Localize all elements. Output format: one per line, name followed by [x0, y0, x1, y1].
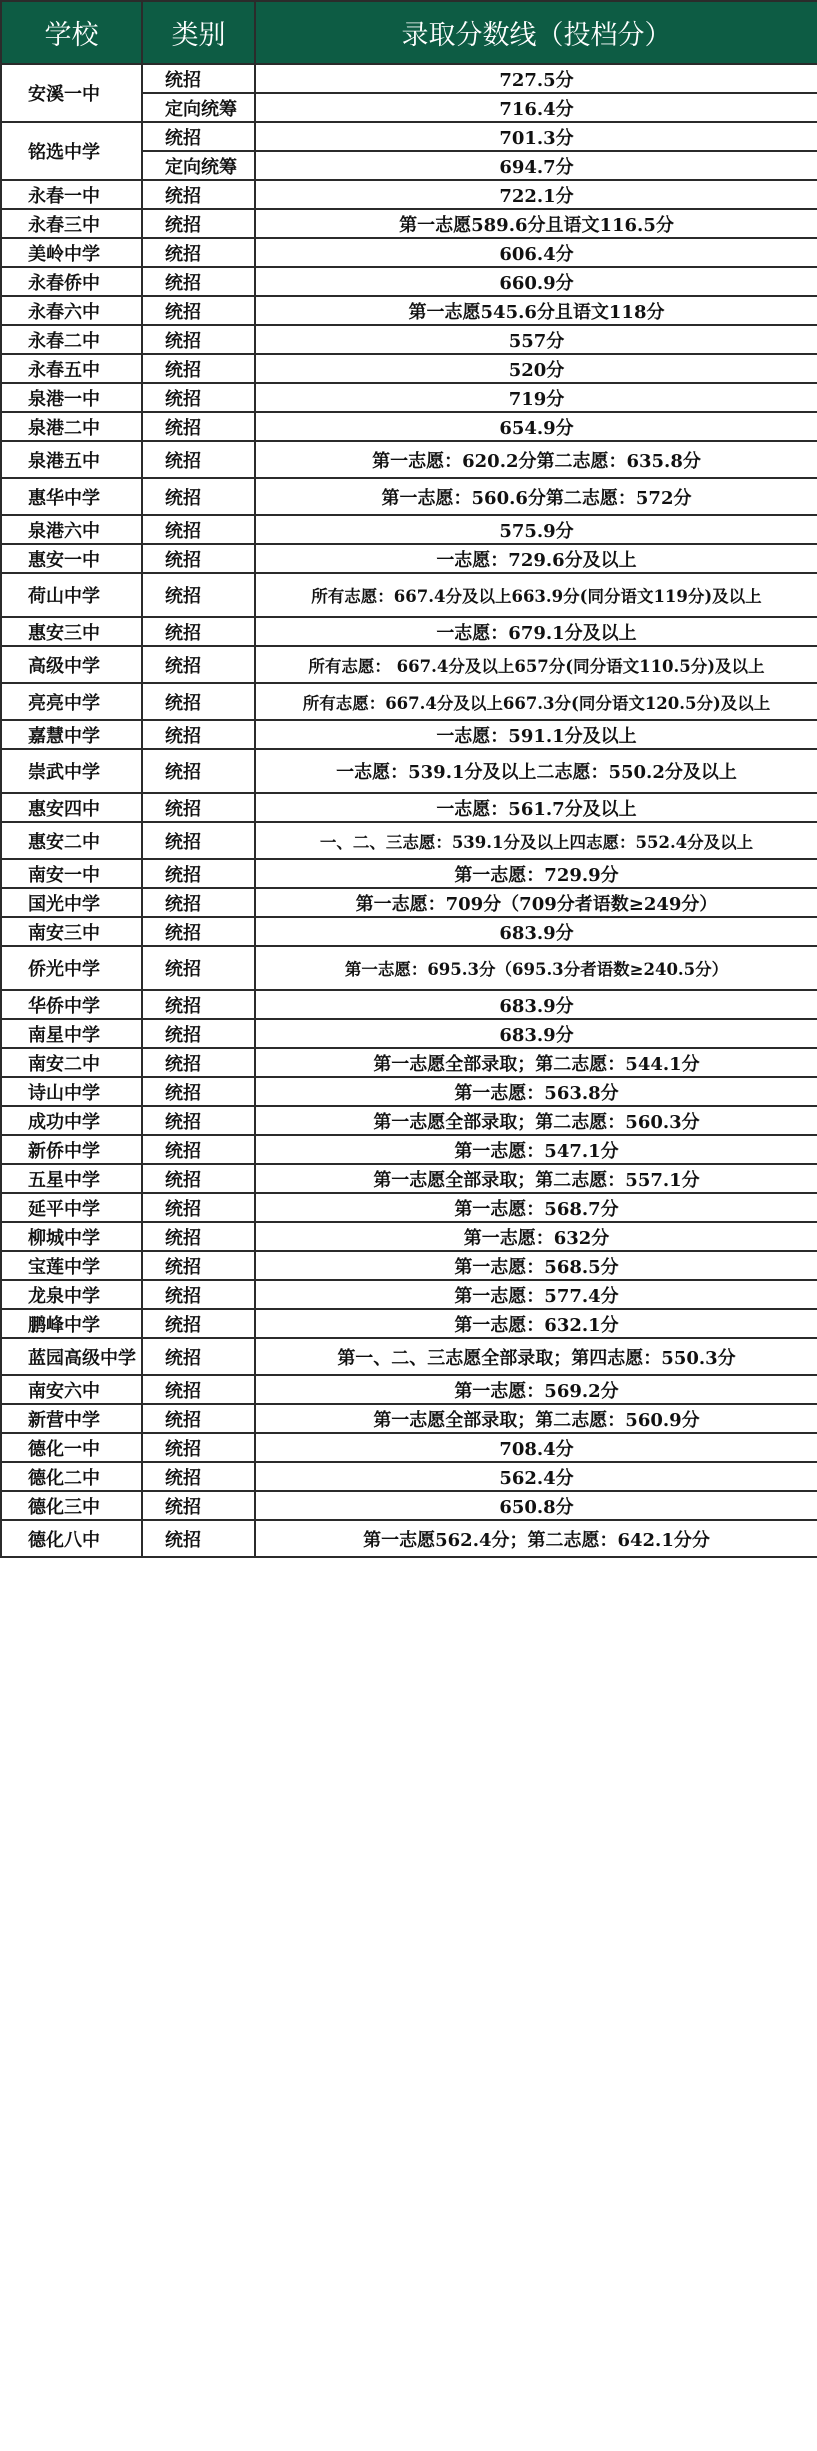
admission-category: 统招 [142, 1433, 255, 1462]
admission-category: 统招 [142, 1106, 255, 1135]
school-name: 新侨中学 [1, 1135, 142, 1164]
school-name: 德化八中 [1, 1520, 142, 1557]
admission-score: 一志愿：729.6分及以上 [255, 544, 817, 573]
school-name: 惠安四中 [1, 793, 142, 822]
school-name: 永春一中 [1, 180, 142, 209]
table-row [1, 1433, 817, 1462]
school-name: 泉港一中 [1, 383, 142, 412]
school-name: 亮亮中学 [1, 683, 142, 720]
table-row [1, 720, 817, 749]
table-row [1, 1164, 817, 1193]
admission-category: 统招 [142, 64, 255, 93]
school-name: 龙泉中学 [1, 1280, 142, 1309]
admission-category: 统招 [142, 325, 255, 354]
admission-category: 统招 [142, 1520, 255, 1557]
admission-category: 统招 [142, 238, 255, 267]
admission-score: 第一志愿545.6分且语文118分 [255, 296, 817, 325]
table-row [1, 917, 817, 946]
school-name: 铭选中学 [1, 122, 142, 180]
school-name: 国光中学 [1, 888, 142, 917]
admission-score: 716.4分 [255, 93, 817, 122]
table-row [1, 1404, 817, 1433]
school-name: 高级中学 [1, 646, 142, 683]
admission-score: 650.8分 [255, 1491, 817, 1520]
admission-score: 722.1分 [255, 180, 817, 209]
school-name: 永春五中 [1, 354, 142, 383]
school-name: 柳城中学 [1, 1222, 142, 1251]
admission-category: 定向统筹 [142, 151, 255, 180]
admission-category: 统招 [142, 383, 255, 412]
school-name: 永春侨中 [1, 267, 142, 296]
table-row [1, 888, 817, 917]
table-row [1, 793, 817, 822]
admission-category: 统招 [142, 1309, 255, 1338]
admission-category: 统招 [142, 1193, 255, 1222]
table-row [1, 1193, 817, 1222]
school-name: 成功中学 [1, 1106, 142, 1135]
school-name: 南星中学 [1, 1019, 142, 1048]
school-name: 德化二中 [1, 1462, 142, 1491]
school-name: 德化三中 [1, 1491, 142, 1520]
table-row [1, 478, 817, 515]
school-name: 五星中学 [1, 1164, 142, 1193]
school-name: 惠华中学 [1, 478, 142, 515]
school-name: 德化一中 [1, 1433, 142, 1462]
admission-score: 第一志愿全部录取；第二志愿：560.3分 [255, 1106, 817, 1135]
admission-score: 第一志愿：568.5分 [255, 1251, 817, 1280]
header-category: 类别 [142, 1, 255, 64]
table-row [1, 1338, 817, 1375]
table-row [1, 646, 817, 683]
table-row [1, 383, 817, 412]
table-header-row [1, 1, 817, 64]
admission-category: 统招 [142, 917, 255, 946]
table-row [1, 1222, 817, 1251]
table-row [1, 859, 817, 888]
table-row [1, 267, 817, 296]
admission-score: 520分 [255, 354, 817, 383]
admission-score: 第一志愿：563.8分 [255, 1077, 817, 1106]
table-body [1, 64, 817, 1557]
admission-category: 统招 [142, 1251, 255, 1280]
school-name: 永春六中 [1, 296, 142, 325]
school-name: 南安六中 [1, 1375, 142, 1404]
school-name: 惠安二中 [1, 822, 142, 859]
admission-score: 第一志愿：547.1分 [255, 1135, 817, 1164]
admission-category: 统招 [142, 1280, 255, 1309]
table-row [1, 1048, 817, 1077]
admission-score: 第一志愿589.6分且语文116.5分 [255, 209, 817, 238]
admission-score: 660.9分 [255, 267, 817, 296]
admission-category: 统招 [142, 1462, 255, 1491]
admission-category: 统招 [142, 720, 255, 749]
table-row [1, 180, 817, 209]
admission-category: 统招 [142, 1404, 255, 1433]
admission-category: 统招 [142, 793, 255, 822]
admission-score: 第一志愿：577.4分 [255, 1280, 817, 1309]
admission-score: 第一志愿：695.3分（695.3分者语数≥240.5分） [255, 946, 817, 990]
admission-category: 统招 [142, 822, 255, 859]
admission-category: 统招 [142, 859, 255, 888]
school-name: 侨光中学 [1, 946, 142, 990]
admission-score: 第一志愿全部录取；第二志愿：560.9分 [255, 1404, 817, 1433]
table-row [1, 990, 817, 1019]
school-name: 南安一中 [1, 859, 142, 888]
table-row [1, 1280, 817, 1309]
school-name: 美岭中学 [1, 238, 142, 267]
table-row [1, 1251, 817, 1280]
school-name: 南安三中 [1, 917, 142, 946]
school-name: 惠安一中 [1, 544, 142, 573]
school-name: 宝莲中学 [1, 1251, 142, 1280]
admission-category: 统招 [142, 1222, 255, 1251]
admission-score: 一志愿：591.1分及以上 [255, 720, 817, 749]
admission-score: 一志愿：561.7分及以上 [255, 793, 817, 822]
admission-score: 第一志愿562.4分；第二志愿：642.1分分 [255, 1520, 817, 1557]
school-name: 嘉慧中学 [1, 720, 142, 749]
admission-category: 统招 [142, 1338, 255, 1375]
admission-score: 708.4分 [255, 1433, 817, 1462]
school-name: 延平中学 [1, 1193, 142, 1222]
admission-score: 第一志愿全部录取；第二志愿：544.1分 [255, 1048, 817, 1077]
admission-score: 第一志愿：569.2分 [255, 1375, 817, 1404]
admission-category: 统招 [142, 1375, 255, 1404]
table-row [1, 617, 817, 646]
admission-score: 第一志愿：632.1分 [255, 1309, 817, 1338]
table-row [1, 1135, 817, 1164]
table-row [1, 441, 817, 478]
table-row [1, 573, 817, 617]
admission-category: 统招 [142, 888, 255, 917]
admission-category: 定向统筹 [142, 93, 255, 122]
admission-category: 统招 [142, 209, 255, 238]
admission-score: 683.9分 [255, 1019, 817, 1048]
admission-category: 统招 [142, 515, 255, 544]
admission-category: 统招 [142, 412, 255, 441]
school-name: 鹏峰中学 [1, 1309, 142, 1338]
admission-score: 第一志愿全部录取；第二志愿：557.1分 [255, 1164, 817, 1193]
admission-score: 一、二、三志愿：539.1分及以上四志愿：552.4分及以上 [255, 822, 817, 859]
admission-score: 654.9分 [255, 412, 817, 441]
table-row [1, 1491, 817, 1520]
table-row [1, 296, 817, 325]
admission-score: 第一志愿：620.2分第二志愿：635.8分 [255, 441, 817, 478]
school-name: 华侨中学 [1, 990, 142, 1019]
admission-score: 第一、二、三志愿全部录取；第四志愿：550.3分 [255, 1338, 817, 1375]
admission-category: 统招 [142, 1164, 255, 1193]
admission-category: 统招 [142, 1491, 255, 1520]
admission-score: 一志愿：679.1分及以上 [255, 617, 817, 646]
admission-score: 694.7分 [255, 151, 817, 180]
admission-category: 统招 [142, 646, 255, 683]
admission-score: 719分 [255, 383, 817, 412]
admission-category: 统招 [142, 180, 255, 209]
admission-score: 第一志愿：560.6分第二志愿：572分 [255, 478, 817, 515]
admission-score: 一志愿：539.1分及以上二志愿：550.2分及以上 [255, 749, 817, 793]
admission-score: 第一志愿：729.9分 [255, 859, 817, 888]
table-row [1, 1462, 817, 1491]
table-row [1, 354, 817, 383]
school-name: 南安二中 [1, 1048, 142, 1077]
admission-score: 第一志愿：632分 [255, 1222, 817, 1251]
admission-category: 统招 [142, 122, 255, 151]
table-row [1, 946, 817, 990]
admission-score: 557分 [255, 325, 817, 354]
admission-category: 统招 [142, 683, 255, 720]
header-score: 录取分数线（投档分） [255, 1, 817, 64]
admission-score: 701.3分 [255, 122, 817, 151]
table-row [1, 412, 817, 441]
admission-category: 统招 [142, 1019, 255, 1048]
admission-category: 统招 [142, 441, 255, 478]
table-row [1, 1375, 817, 1404]
school-name: 安溪一中 [1, 64, 142, 122]
admission-score: 所有志愿： 667.4分及以上657分(同分语文110.5分)及以上 [255, 646, 817, 683]
admission-category: 统招 [142, 296, 255, 325]
table-row [1, 749, 817, 793]
admission-category: 统招 [142, 617, 255, 646]
admission-score: 所有志愿：667.4分及以上667.3分(同分语文120.5分)及以上 [255, 683, 817, 720]
admission-score: 575.9分 [255, 515, 817, 544]
table-row [1, 325, 817, 354]
school-name: 永春三中 [1, 209, 142, 238]
admission-category: 统招 [142, 749, 255, 793]
admission-score: 第一志愿：709分（709分者语数≥249分） [255, 888, 817, 917]
school-name: 蓝园高级中学 [1, 1338, 142, 1375]
admission-category: 统招 [142, 1077, 255, 1106]
admission-score: 第一志愿：568.7分 [255, 1193, 817, 1222]
admission-category: 统招 [142, 946, 255, 990]
admission-category: 统招 [142, 1135, 255, 1164]
table-row [1, 822, 817, 859]
school-name: 荷山中学 [1, 573, 142, 617]
admission-score: 所有志愿：667.4分及以上663.9分(同分语文119分)及以上 [255, 573, 817, 617]
admission-score: 683.9分 [255, 990, 817, 1019]
table-row [1, 1106, 817, 1135]
table-row [1, 209, 817, 238]
admission-score: 606.4分 [255, 238, 817, 267]
admission-category: 统招 [142, 990, 255, 1019]
table-row [1, 1077, 817, 1106]
admission-category: 统招 [142, 573, 255, 617]
table-row [1, 544, 817, 573]
table-row [1, 238, 817, 267]
header-school: 学校 [1, 1, 142, 64]
admission-category: 统招 [142, 1048, 255, 1077]
admission-category: 统招 [142, 267, 255, 296]
table-row [1, 122, 817, 151]
admission-category: 统招 [142, 478, 255, 515]
admission-score: 562.4分 [255, 1462, 817, 1491]
table-row [1, 64, 817, 93]
school-name: 诗山中学 [1, 1077, 142, 1106]
school-name: 泉港二中 [1, 412, 142, 441]
admission-category: 统招 [142, 354, 255, 383]
school-name: 新营中学 [1, 1404, 142, 1433]
admission-score: 683.9分 [255, 917, 817, 946]
table-row [1, 1019, 817, 1048]
school-name: 泉港五中 [1, 441, 142, 478]
school-name: 崇武中学 [1, 749, 142, 793]
table-row [1, 515, 817, 544]
admission-category: 统招 [142, 544, 255, 573]
table-row [1, 1520, 817, 1557]
school-name: 惠安三中 [1, 617, 142, 646]
table-row [1, 683, 817, 720]
admission-score: 727.5分 [255, 64, 817, 93]
table-row [1, 1309, 817, 1338]
school-name: 泉港六中 [1, 515, 142, 544]
school-name: 永春二中 [1, 325, 142, 354]
